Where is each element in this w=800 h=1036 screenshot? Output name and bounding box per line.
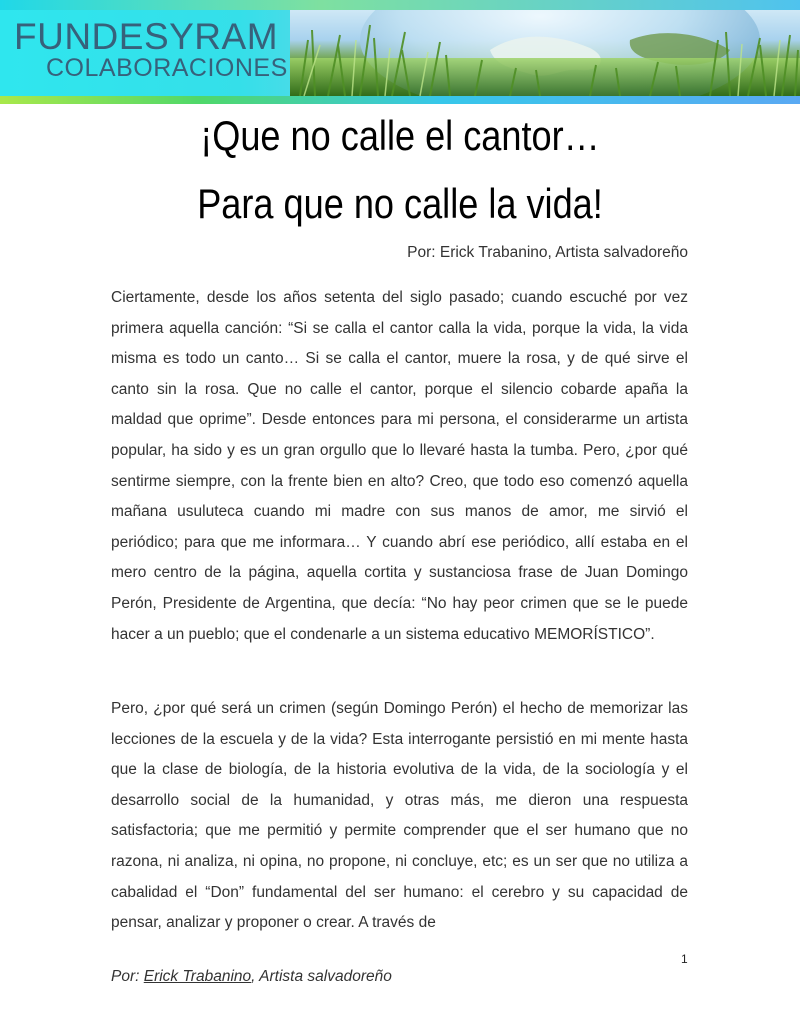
brand-section-text: COLABORACIONES	[46, 54, 288, 82]
article-paragraph-1: Ciertamente, desde los años setenta del siglo pasado; cuando escuché por vez primera aquella canción: “Si se calla el cantor calla la vida, porque la vida, la vida misma es todo un canto… Si se calla el cantor, muere la rosa, y de qué sirve el canto sin la rosa. Que no calle el cantor, porque el silencio cobarde apaña la maldad que oprime”. Desde entonces para mi persona, el considerarme un artista popular, ha sido y es un gran orgullo que lo llevaré hasta la tumba. Pero, ¿por qué sentirme siempre, con la frente bien en alto? Creo, que todo eso comenzó aquella mañana usuluteca cuando mi madre con sus manos de amor, me sirvió el periódico; para que me informara… Y cuando abrí ese periódico, allí estaba en el mero centro de la página, aquella cortita y sustanciosa frase de Juan Domingo Perón, Presidente de Argentina, que decía: “No hay peor crimen que se le puede hacer a un pueblo; que el condenarle a un sistema educativo MEMORÍSTICO”.	[111, 289, 688, 643]
banner-top-band	[0, 0, 800, 10]
header-banner	[0, 0, 800, 104]
banner-bottom-band	[0, 96, 800, 104]
footer-author-link[interactable]: Erick Trabanino	[143, 968, 252, 985]
footer-prefix: Por:	[111, 968, 144, 985]
grass-globe-image	[290, 10, 800, 96]
brand-logo-text: FUNDESYRAM	[14, 16, 279, 57]
article-paragraph-2: Pero, ¿por qué será un crimen (según Domingo Perón) el hecho de memorizar las lecciones de la escuela y de la vida? Esta interrogante persistió en mi mente hasta que la clase de biología, de la historia evolutiva de la vida, de la sociología y el desarrollo social de la humanidad, y otras más, me dieron una respuesta satisfactoria; que me permitió y permite comprender que el ser humano que no razona, ni analiza, ni opina, no propone, ni concluye, etc; es un ser que no utiliza a cabalidad el “Don” fundamental del ser humano: el cerebro y su capacidad de pensar, analizar y proponer o crear. A través de	[111, 700, 688, 932]
article-byline: Por: Erick Trabanino, Artista salvadoreño	[407, 244, 688, 261]
banner-photo	[290, 10, 800, 96]
page-footer	[111, 968, 392, 986]
footer-suffix: , Artista salvadoreño	[251, 968, 392, 985]
article-title-line-1: ¡Que no calle el cantor…	[200, 112, 600, 159]
page-number: 1	[681, 952, 688, 966]
article-title-line-2: Para que no calle la vida!	[197, 180, 603, 227]
